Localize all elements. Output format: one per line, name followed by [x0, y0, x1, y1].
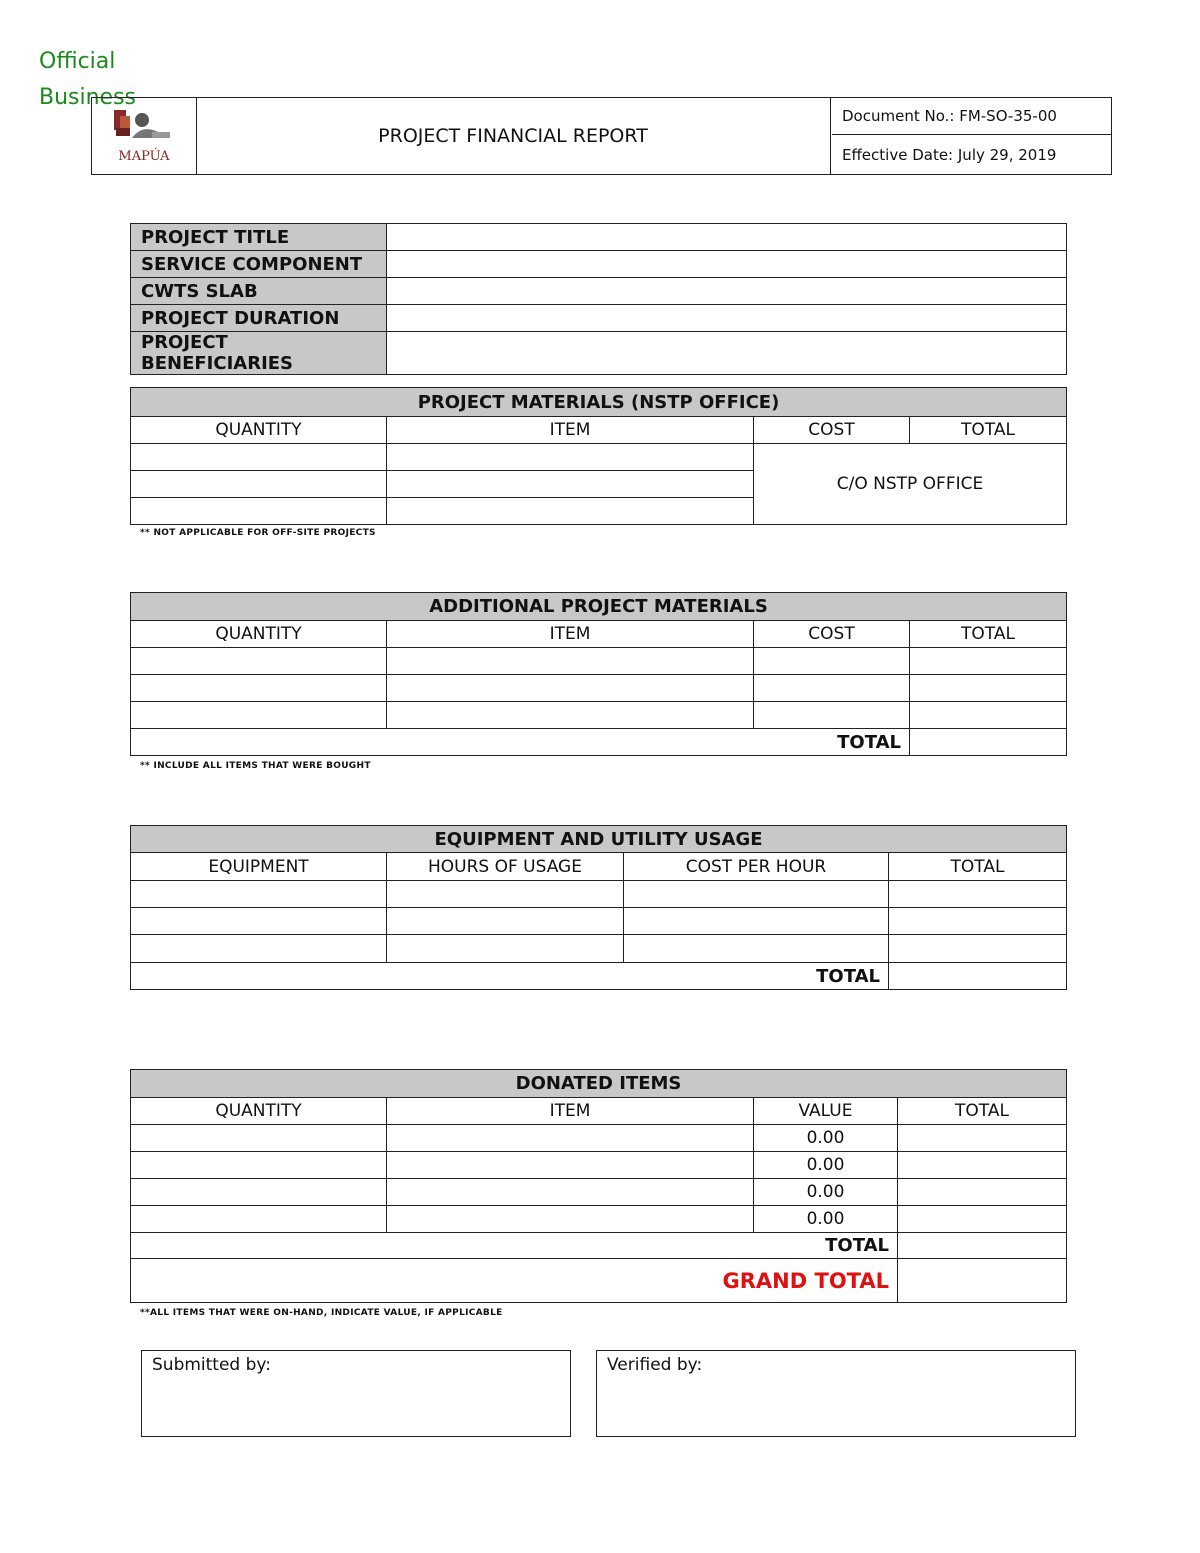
nstp-materials-table	[130, 387, 1067, 525]
project-duration-field[interactable]	[387, 305, 1067, 332]
equipment-cell[interactable]	[131, 881, 387, 908]
total-cell[interactable]	[910, 675, 1067, 702]
total-cell[interactable]	[910, 648, 1067, 675]
quantity-cell[interactable]	[131, 702, 387, 729]
donated-total-field[interactable]	[898, 1233, 1067, 1259]
document-header	[91, 97, 1112, 175]
equipment-total-field[interactable]	[889, 963, 1067, 990]
col-cost: COST	[754, 417, 910, 444]
document-number: Document No.: FM-SO-35-00	[832, 98, 1111, 135]
cost-cell[interactable]	[754, 702, 910, 729]
quantity-cell[interactable]	[131, 498, 387, 525]
quantity-cell[interactable]	[131, 1179, 387, 1206]
project-title-field[interactable]	[387, 224, 1067, 251]
col-total: TOTAL	[910, 621, 1067, 648]
cost-per-hour-cell[interactable]	[624, 881, 889, 908]
nstp-footnote: ** NOT APPLICABLE FOR OFF-SITE PROJECTS	[140, 528, 376, 538]
col-item: ITEM	[387, 1098, 754, 1125]
total-cell[interactable]	[889, 908, 1067, 935]
item-cell[interactable]	[387, 1179, 754, 1206]
col-quantity: QUANTITY	[131, 417, 387, 444]
additional-materials-title: ADDITIONAL PROJECT MATERIALS	[131, 593, 1067, 621]
verified-by-box[interactable]	[596, 1350, 1076, 1437]
effective-date: Effective Date: July 29, 2019	[842, 146, 1057, 164]
total-cell[interactable]	[898, 1152, 1067, 1179]
value-cell[interactable]: 0.00	[754, 1206, 898, 1233]
submitted-by-box[interactable]	[141, 1350, 571, 1437]
project-info-table	[130, 223, 1067, 375]
value-cell[interactable]: 0.00	[754, 1125, 898, 1152]
cost-cell[interactable]	[754, 648, 910, 675]
nstp-materials-title: PROJECT MATERIALS (NSTP OFFICE)	[131, 388, 1067, 417]
col-hours-of-usage: HOURS OF USAGE	[387, 853, 624, 881]
quantity-cell[interactable]	[131, 675, 387, 702]
col-cost-per-hour: COST PER HOUR	[624, 853, 889, 881]
total-cell[interactable]	[889, 881, 1067, 908]
cost-per-hour-cell[interactable]	[624, 935, 889, 963]
item-cell[interactable]	[387, 498, 754, 525]
item-cell[interactable]	[387, 702, 754, 729]
logo-icon	[92, 98, 196, 174]
hours-cell[interactable]	[387, 881, 624, 908]
grand-total-field[interactable]	[898, 1259, 1067, 1303]
donated-items-table	[130, 1069, 1067, 1303]
value-cell[interactable]: 0.00	[754, 1152, 898, 1179]
quantity-cell[interactable]	[131, 444, 387, 471]
total-cell[interactable]	[898, 1125, 1067, 1152]
project-title-label: PROJECT TITLE	[131, 224, 387, 251]
report-title: PROJECT FINANCIAL REPORT	[196, 98, 831, 174]
donated-footnote: **ALL ITEMS THAT WERE ON-HAND, INDICATE VALUE, IF APPLICABLE	[140, 1308, 503, 1318]
cost-per-hour-cell[interactable]	[624, 908, 889, 935]
equipment-cell[interactable]	[131, 935, 387, 963]
additional-total-field[interactable]	[910, 729, 1067, 756]
svg-text:MAPÚA: MAPÚA	[118, 149, 170, 164]
service-component-field[interactable]	[387, 251, 1067, 278]
item-cell[interactable]	[387, 675, 754, 702]
submitted-by-label: Submitted by:	[152, 1355, 271, 1375]
quantity-cell[interactable]	[131, 1152, 387, 1179]
cwts-slab-label: CWTS SLAB	[131, 278, 387, 305]
item-cell[interactable]	[387, 1125, 754, 1152]
hours-cell[interactable]	[387, 935, 624, 963]
equipment-cell[interactable]	[131, 908, 387, 935]
cost-cell[interactable]	[754, 675, 910, 702]
cwts-slab-field[interactable]	[387, 278, 1067, 305]
additional-footnote: ** INCLUDE ALL ITEMS THAT WERE BOUGHT	[140, 761, 371, 771]
equipment-title: EQUIPMENT AND UTILITY USAGE	[131, 826, 1067, 853]
item-cell[interactable]	[387, 471, 754, 498]
col-value: VALUE	[754, 1098, 898, 1125]
col-total: TOTAL	[889, 853, 1067, 881]
col-quantity: QUANTITY	[131, 1098, 387, 1125]
item-cell[interactable]	[387, 444, 754, 471]
col-item: ITEM	[387, 621, 754, 648]
watermark-text: Official Business	[39, 49, 137, 110]
donated-total-label: TOTAL	[131, 1233, 898, 1259]
col-equipment: EQUIPMENT	[131, 853, 387, 881]
additional-total-label: TOTAL	[131, 729, 910, 756]
col-quantity: QUANTITY	[131, 621, 387, 648]
quantity-cell[interactable]	[131, 471, 387, 498]
item-cell[interactable]	[387, 1152, 754, 1179]
project-beneficiaries-label: PROJECT BENEFICIARIES	[131, 332, 387, 375]
additional-materials-table	[130, 592, 1067, 756]
quantity-cell[interactable]	[131, 648, 387, 675]
equipment-table	[130, 825, 1067, 990]
nstp-office-note: C/O NSTP OFFICE	[754, 444, 1067, 525]
hours-cell[interactable]	[387, 908, 624, 935]
col-cost: COST	[754, 621, 910, 648]
university-logo	[92, 98, 197, 174]
total-cell[interactable]	[898, 1179, 1067, 1206]
grand-total-label: GRAND TOTAL	[131, 1259, 898, 1303]
total-cell[interactable]	[898, 1206, 1067, 1233]
col-total: TOTAL	[910, 417, 1067, 444]
item-cell[interactable]	[387, 648, 754, 675]
quantity-cell[interactable]	[131, 1206, 387, 1233]
quantity-cell[interactable]	[131, 1125, 387, 1152]
service-component-label: SERVICE COMPONENT	[131, 251, 387, 278]
total-cell[interactable]	[910, 702, 1067, 729]
verified-by-label: Verified by:	[607, 1355, 703, 1375]
donated-items-title: DONATED ITEMS	[131, 1070, 1067, 1098]
item-cell[interactable]	[387, 1206, 754, 1233]
project-duration-label: PROJECT DURATION	[131, 305, 387, 332]
project-beneficiaries-field[interactable]	[387, 332, 1067, 375]
value-cell[interactable]: 0.00	[754, 1179, 898, 1206]
equipment-total-label: TOTAL	[131, 963, 889, 990]
col-item: ITEM	[387, 417, 754, 444]
total-cell[interactable]	[889, 935, 1067, 963]
col-total: TOTAL	[898, 1098, 1067, 1125]
